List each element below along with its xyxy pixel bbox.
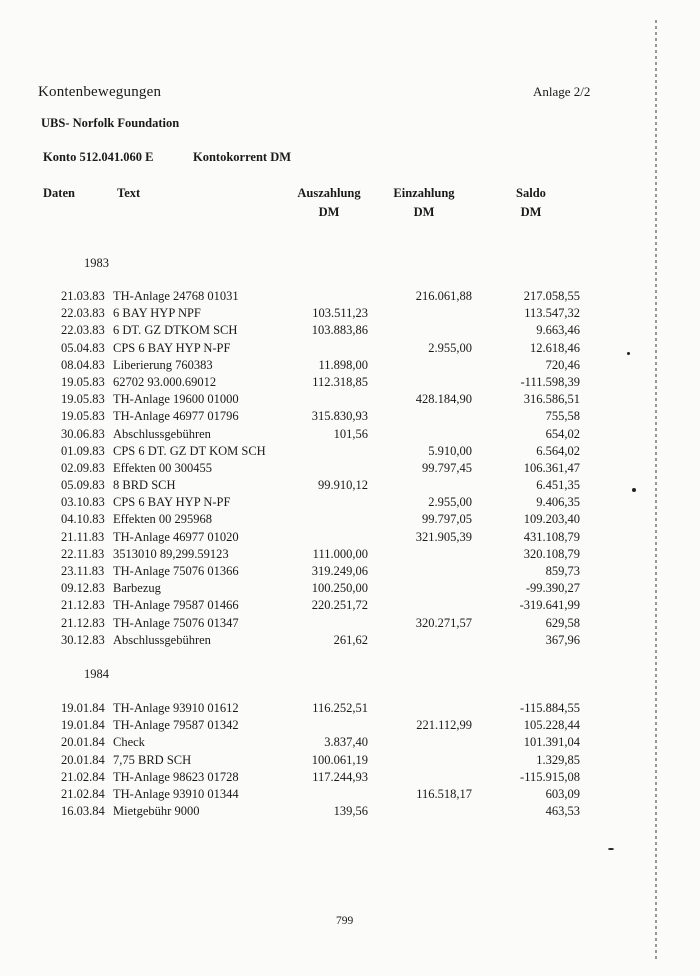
transaction-row	[0, 426, 700, 443]
transaction-balance: -115.884,55	[520, 701, 580, 715]
column-header-credit	[374, 184, 474, 222]
transaction-date: 21.02.84	[61, 769, 105, 784]
transaction-debit: 315.830,93	[311, 409, 368, 424]
transaction-text: TH-Anlage 79587 01466	[113, 598, 239, 613]
transaction-text: 6 BAY HYP NPF	[113, 306, 201, 321]
transaction-text: 3513010 89,299.59123	[113, 546, 229, 561]
transaction-text: CPS 6 BAY HYP N-PF	[113, 340, 231, 355]
transaction-date: 01.09.83	[61, 443, 105, 458]
transaction-balance: -319.641,99	[519, 598, 580, 613]
transaction-row	[0, 803, 700, 820]
transaction-date: 02.09.83	[61, 460, 105, 475]
transaction-text: 8 BRD SCH	[113, 478, 176, 493]
transaction-debit: 3.837,40	[324, 735, 368, 750]
scan-speck	[608, 848, 614, 850]
transaction-row	[0, 443, 700, 460]
transaction-credit: 99.797,05	[422, 512, 472, 527]
transaction-balance: 6.451,35	[536, 478, 580, 493]
transaction-balance: 320.108,79	[523, 546, 580, 561]
transaction-date: 09.12.83	[61, 581, 105, 596]
transaction-date: 21.02.84	[61, 786, 105, 801]
transaction-date: 21.12.83	[61, 598, 105, 613]
transaction-balance: 1.329,85	[536, 752, 580, 767]
year-heading-1983: 1983	[84, 256, 109, 270]
transaction-row	[0, 597, 700, 614]
transaction-date: 08.04.83	[61, 357, 105, 372]
transaction-debit: 139,56	[333, 804, 368, 819]
document-title: Kontenbewegungen	[38, 84, 162, 100]
transaction-row	[0, 357, 700, 374]
transaction-date: 23.11.83	[61, 564, 105, 578]
transaction-text: Liberierung 760383	[113, 357, 213, 372]
transaction-debit: 261,62	[333, 632, 368, 647]
transaction-text: TH-Anlage 75076 01347	[113, 615, 239, 630]
transaction-text: Abschlussgebühren	[113, 632, 211, 647]
transaction-date: 05.04.83	[61, 340, 105, 355]
transaction-credit: 320.271,57	[415, 615, 472, 630]
transaction-date: 21.03.83	[61, 289, 105, 303]
transaction-debit: 117.244,93	[312, 769, 368, 784]
transaction-date: 20.01.84	[61, 752, 105, 767]
transaction-row	[0, 494, 700, 511]
transaction-credit: 2.955,00	[428, 495, 472, 510]
transaction-credit: 5.910,00	[428, 443, 472, 458]
transaction-text: TH-Anlage 93910 01344	[113, 786, 239, 801]
transaction-row	[0, 632, 700, 649]
transaction-text: Effekten 00 300455	[113, 460, 213, 475]
transaction-text: TH-Anlage 98623 01728	[113, 769, 239, 784]
transaction-date: 03.10.83	[61, 495, 105, 510]
transaction-row	[0, 717, 700, 734]
transaction-date: 22.03.83	[61, 306, 105, 321]
transaction-row	[0, 305, 700, 322]
transaction-row	[0, 700, 700, 717]
transaction-text: Abschlussgebühren	[113, 426, 211, 441]
transaction-credit: 2.955,00	[428, 340, 472, 355]
transaction-row	[0, 563, 700, 580]
transaction-row	[0, 340, 700, 357]
transaction-text: CPS 6 DT. GZ DT KOM SCH	[113, 443, 266, 458]
transaction-debit: 100.250,00	[311, 581, 368, 596]
transaction-text: TH-Anlage 75076 01366	[113, 564, 239, 578]
column-header-debit	[284, 184, 374, 222]
transaction-date: 22.03.83	[61, 323, 105, 338]
transaction-row	[0, 288, 700, 305]
transaction-text: Check	[113, 735, 145, 750]
transaction-debit: 11.898,00	[318, 357, 368, 372]
transaction-row	[0, 408, 700, 425]
organization-name: UBS- Norfolk Foundation	[41, 116, 180, 130]
transaction-debit: 101,56	[333, 426, 368, 441]
transaction-text: 7,75 BRD SCH	[113, 752, 192, 767]
transaction-row	[0, 391, 700, 408]
transaction-text: Barbezug	[113, 581, 161, 596]
transaction-debit: 112.318,85	[312, 374, 368, 389]
transaction-text: TH-Anlage 93910 01612	[113, 701, 239, 715]
transaction-text: TH-Anlage 19600 01000	[113, 392, 239, 407]
transaction-text: TH-Anlage 24768 01031	[113, 289, 239, 303]
transaction-date: 19.01.84	[61, 701, 105, 715]
transaction-date: 30.12.83	[61, 632, 105, 647]
transaction-row	[0, 511, 700, 528]
transaction-balance: 463,53	[545, 804, 580, 819]
transactions-1984	[0, 700, 700, 820]
column-header-credit-currency: DM	[413, 205, 435, 219]
transaction-row	[0, 580, 700, 597]
transaction-row	[0, 460, 700, 477]
column-header-balance-label: Saldo	[516, 186, 546, 200]
transaction-date: 19.01.84	[61, 718, 105, 733]
transaction-balance: 720,46	[545, 357, 580, 372]
transaction-date: 30.06.83	[61, 426, 105, 441]
transaction-balance: 113.547,32	[524, 306, 580, 321]
transaction-credit: 221.112,99	[416, 718, 472, 733]
transaction-row	[0, 529, 700, 546]
transaction-date: 19.05.83	[61, 409, 105, 424]
transaction-balance: 316.586,51	[523, 392, 580, 407]
transaction-balance: -115.915,08	[520, 769, 580, 784]
transaction-debit: 116.252,51	[312, 701, 368, 715]
transaction-balance: 629,58	[545, 615, 580, 630]
transaction-text: TH-Anlage 79587 01342	[113, 718, 239, 733]
year-heading-1984: 1984	[84, 667, 109, 681]
transaction-row	[0, 615, 700, 632]
transaction-balance: 217.058,55	[523, 289, 580, 303]
transaction-balance: 431.108,79	[523, 529, 580, 544]
transaction-date: 16.03.84	[61, 804, 105, 819]
transaction-balance: 101.391,04	[523, 735, 580, 750]
transaction-debit: 111.000,00	[312, 546, 368, 561]
transaction-text: CPS 6 BAY HYP N-PF	[113, 495, 231, 510]
transaction-row	[0, 734, 700, 751]
transaction-balance: 105.228,44	[523, 718, 580, 733]
transaction-text: 62702 93.000.69012	[113, 374, 217, 389]
transaction-balance: 755,58	[545, 409, 580, 424]
transaction-date: 21.11.83	[61, 529, 105, 544]
column-header-text: Text	[117, 186, 141, 200]
transaction-text: 6 DT. GZ DTKOM SCH	[113, 323, 238, 338]
transaction-date: 19.05.83	[61, 374, 105, 389]
transaction-debit: 99.910,12	[318, 478, 368, 493]
transaction-balance: 859,73	[545, 564, 580, 578]
column-header-balance-currency: DM	[520, 205, 542, 219]
transactions-1983	[0, 288, 700, 649]
transaction-debit: 319.249,06	[311, 564, 368, 578]
transaction-debit: 103.883,86	[311, 323, 368, 338]
transaction-row	[0, 769, 700, 786]
column-header-debit-label: Auszahlung	[297, 186, 361, 200]
transaction-text: TH-Anlage 46977 01020	[113, 529, 239, 544]
transaction-debit: 100.061,19	[311, 752, 368, 767]
account-number: Konto 512.041.060 E	[43, 150, 154, 164]
transaction-debit: 103.511,23	[312, 306, 368, 321]
transaction-text: Mietgebühr 9000	[113, 804, 200, 819]
transaction-row	[0, 477, 700, 494]
transaction-date: 22.11.83	[61, 546, 105, 561]
transaction-credit: 99.797,45	[422, 460, 472, 475]
column-header-credit-label: Einzahlung	[393, 186, 455, 200]
transaction-credit: 116.518,17	[416, 786, 472, 801]
column-header-date: Daten	[43, 186, 75, 200]
transaction-date: 04.10.83	[61, 512, 105, 527]
page-number: 799	[336, 915, 354, 927]
transaction-debit: 220.251,72	[311, 598, 368, 613]
account-type: Kontokorrent DM	[193, 150, 292, 164]
transaction-date: 21.12.83	[61, 615, 105, 630]
transaction-text: TH-Anlage 46977 01796	[113, 409, 239, 424]
transaction-row	[0, 546, 700, 563]
transaction-row	[0, 374, 700, 391]
transaction-balance: 106.361,47	[523, 460, 580, 475]
transaction-balance: 9.663,46	[536, 323, 580, 338]
transaction-credit: 428.184,90	[415, 392, 472, 407]
transaction-date: 20.01.84	[61, 735, 105, 750]
transaction-credit: 216.061,88	[415, 289, 472, 303]
column-header-balance	[488, 184, 574, 222]
transaction-balance: 6.564,02	[536, 443, 580, 458]
transaction-balance: -111.598,39	[520, 374, 580, 389]
transaction-credit: 321.905,39	[415, 529, 472, 544]
transaction-balance: 654,02	[545, 426, 580, 441]
transaction-date: 19.05.83	[61, 392, 105, 407]
annex-label: Anlage 2/2	[533, 84, 591, 99]
transaction-balance: 367,96	[545, 632, 580, 647]
transaction-row	[0, 322, 700, 339]
transaction-row	[0, 786, 700, 803]
transaction-balance: 12.618,46	[530, 340, 580, 355]
transaction-text: Effekten 00 295968	[113, 512, 213, 527]
transaction-date: 05.09.83	[61, 478, 105, 493]
transaction-balance: 109.203,40	[523, 512, 580, 527]
transaction-row	[0, 752, 700, 769]
transaction-balance: 603,09	[545, 786, 580, 801]
transaction-balance: -99.390,27	[525, 581, 580, 596]
column-header-debit-currency: DM	[318, 205, 340, 219]
transaction-balance: 9.406,35	[536, 495, 580, 510]
